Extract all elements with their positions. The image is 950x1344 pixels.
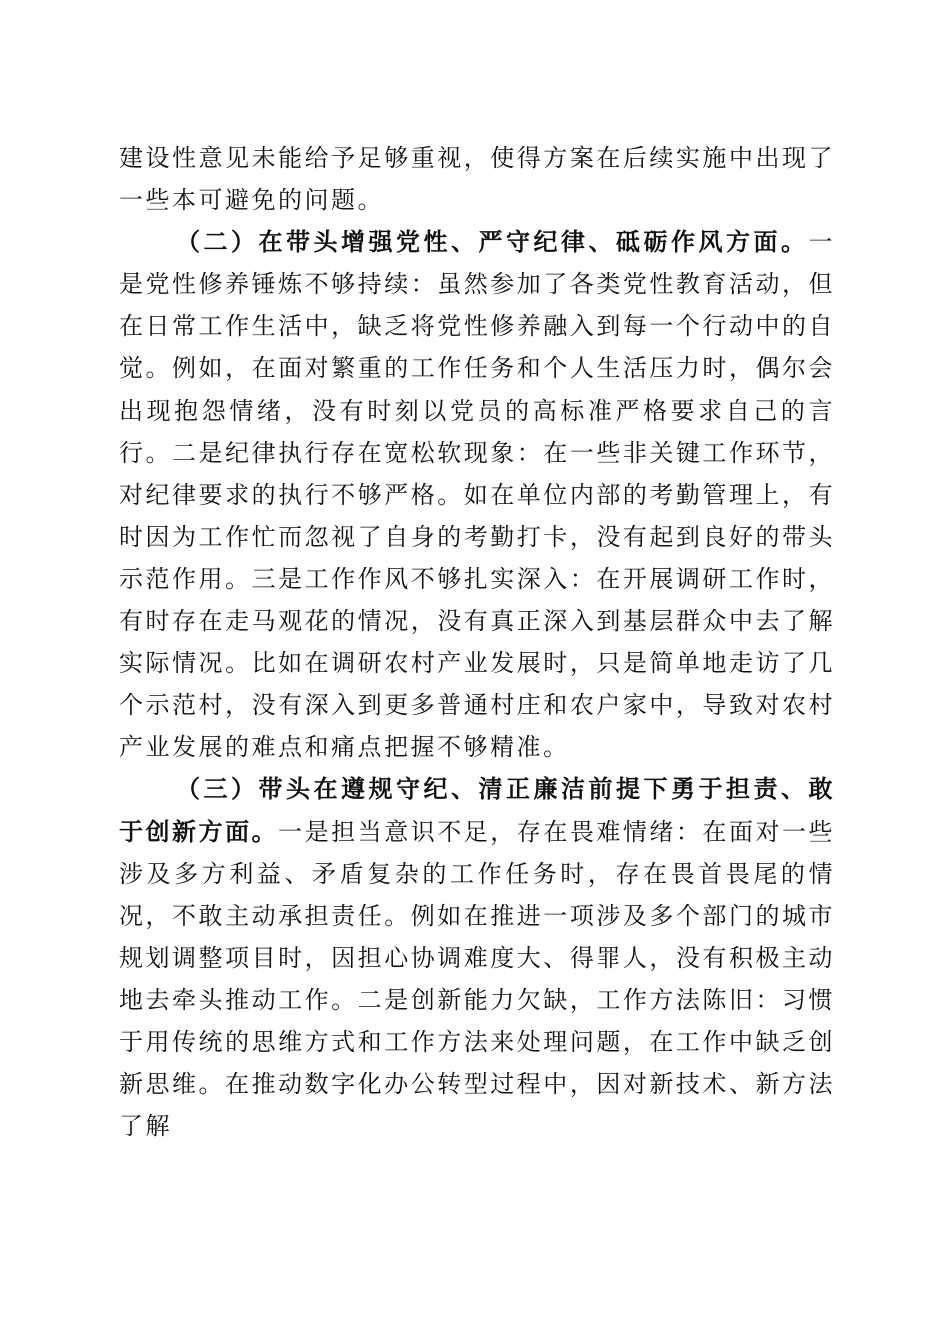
section-heading: （三）带头在遵规守纪、清正廉洁前提下勇于担责、敢于创新方面。 — [119, 774, 835, 846]
paragraph-text: 一是担当意识不足，存在畏难情绪：在面对一些涉及多方利益、矛盾复杂的工作任务时，存在畏首畏尾的情况，不敢主动承担责任。例如在推进一项涉及多个部门的城市规划调整项目时，因担心协调难度大、得罪人，没有积极主动地去牵头推动工作。二是创新能力欠缺，工作方法陈旧：习惯于用传统的思维方式和工作方法来处理问题，在工作中缺乏创新思维。在推动数字化办公转型过程中，因对新技术、新方法了解 — [119, 817, 836, 1141]
section-heading: （二）在带头增强党性、严守纪律、砥砺作风方面。 — [176, 227, 809, 257]
paragraph-text: 建设性意见未能给予足够重视，使得方案在后续实施中出现了一些本可避免的问题。 — [119, 144, 835, 215]
paragraph-section-2 — [119, 221, 835, 768]
document-body — [119, 137, 835, 1147]
paragraph-section-3 — [119, 768, 835, 1147]
paragraph-continuation — [119, 137, 835, 221]
paragraph-text: 一是党性修养锤炼不够持续：虽然参加了各类党性教育活动，但在日常工作生活中，缺乏将党性修养融入到每一个行动中的自觉。例如，在面对繁重的工作任务和个人生活压力时，偶尔会出现抱怨情绪，没有时刻以党员的高标准严格要求自己的言行。二是纪律执行存在宽松软现象：在一些非关键工作环节，对纪律要求的执行不够严格。如在单位内部的考勤管理上，有时因为工作忙而忽视了自身的考勤打卡，没有起到良好的带头示范作用。三是工作作风不够扎实深入：在开展调研工作时，有时存在走马观花的情况，没有真正深入到基层群众中去了解实际情况。比如在调研农村产业发展时，只是简单地走访了几个示范村，没有深入到更多普通村庄和农户家中，导致对农村产业发展的难点和痛点把握不够精准。 — [119, 228, 835, 762]
